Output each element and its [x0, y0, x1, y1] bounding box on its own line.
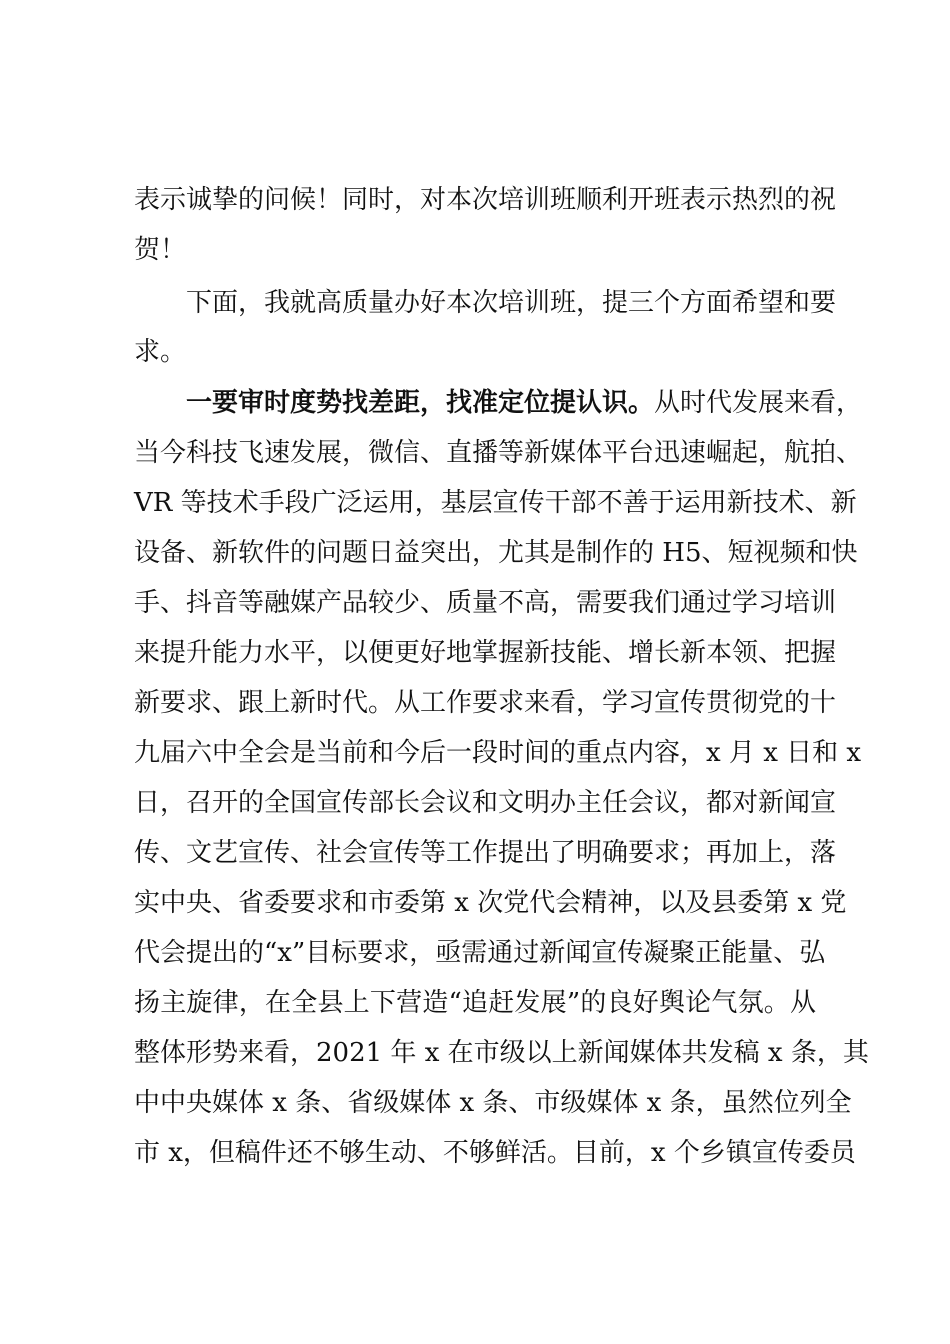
- paragraph-3-line-1-text: 从时代发展来看，: [654, 388, 863, 418]
- paragraph-3-line-1: [186, 387, 863, 419]
- paragraph-1-line-1: 表示诚挚的问候！同时，对本次培训班顺利开班表示热烈的祝: [134, 185, 837, 215]
- paragraph-3-line-3: VR 等技术手段广泛运用，基层宣传干部不善于运用新技术、新: [134, 488, 857, 518]
- paragraph-3-line-15: 中中央媒体 x 条、省级媒体 x 条、市级媒体 x 条，虽然位列全: [134, 1088, 852, 1118]
- paragraph-3-line-5: 手、抖音等融媒产品较少、质量不高，需要我们通过学习培训: [134, 588, 837, 618]
- paragraph-3-line-2: 当今科技飞速发展，微信、直播等新媒体平台迅速崛起，航拍、: [134, 438, 863, 468]
- paragraph-3-line-16: 市 x，但稿件还不够生动、不够鲜活。目前，x 个乡镇宣传委员: [134, 1138, 856, 1168]
- paragraph-3-line-7: 新要求、跟上新时代。从工作要求来看，学习宣传贯彻党的十: [134, 688, 837, 718]
- paragraph-2-line-1: 下面，我就高质量办好本次培训班，提三个方面希望和要: [186, 288, 837, 318]
- paragraph-3-line-14: 整体形势来看，2021 年 x 在市级以上新闻媒体共发稿 x 条，其: [134, 1038, 869, 1068]
- paragraph-3-line-9: 日，召开的全国宣传部长会议和文明办主任会议，都对新闻宣: [134, 788, 837, 818]
- paragraph-3-line-13: 扬主旋律，在全县上下营造“追赶发展”的良好舆论气氛。从: [134, 988, 816, 1018]
- paragraph-1-line-2: 贺！: [134, 235, 187, 265]
- paragraph-3-line-6: 来提升能力水平，以便更好地掌握新技能、增长新本领、把握: [134, 638, 837, 668]
- section-heading: 一要审时度势找差距，找准定位提认识。: [186, 388, 655, 418]
- paragraph-2-line-2: 求。: [134, 337, 187, 367]
- paragraph-3-line-4: 设备、新软件的问题日益突出，尤其是制作的 H5、短视频和快: [134, 538, 858, 568]
- paragraph-3-line-8: 九届六中全会是当前和今后一段时间的重点内容，x 月 x 日和 x: [134, 738, 862, 768]
- paragraph-3-line-11: 实中央、省委要求和市委第 x 次党代会精神，以及县委第 x 党: [134, 888, 847, 918]
- paragraph-3-line-10: 传、文艺宣传、社会宣传等工作提出了明确要求；再加上，落: [134, 838, 837, 868]
- paragraph-3-line-12: 代会提出的“x”目标要求，亟需通过新闻宣传凝聚正能量、弘: [134, 938, 826, 968]
